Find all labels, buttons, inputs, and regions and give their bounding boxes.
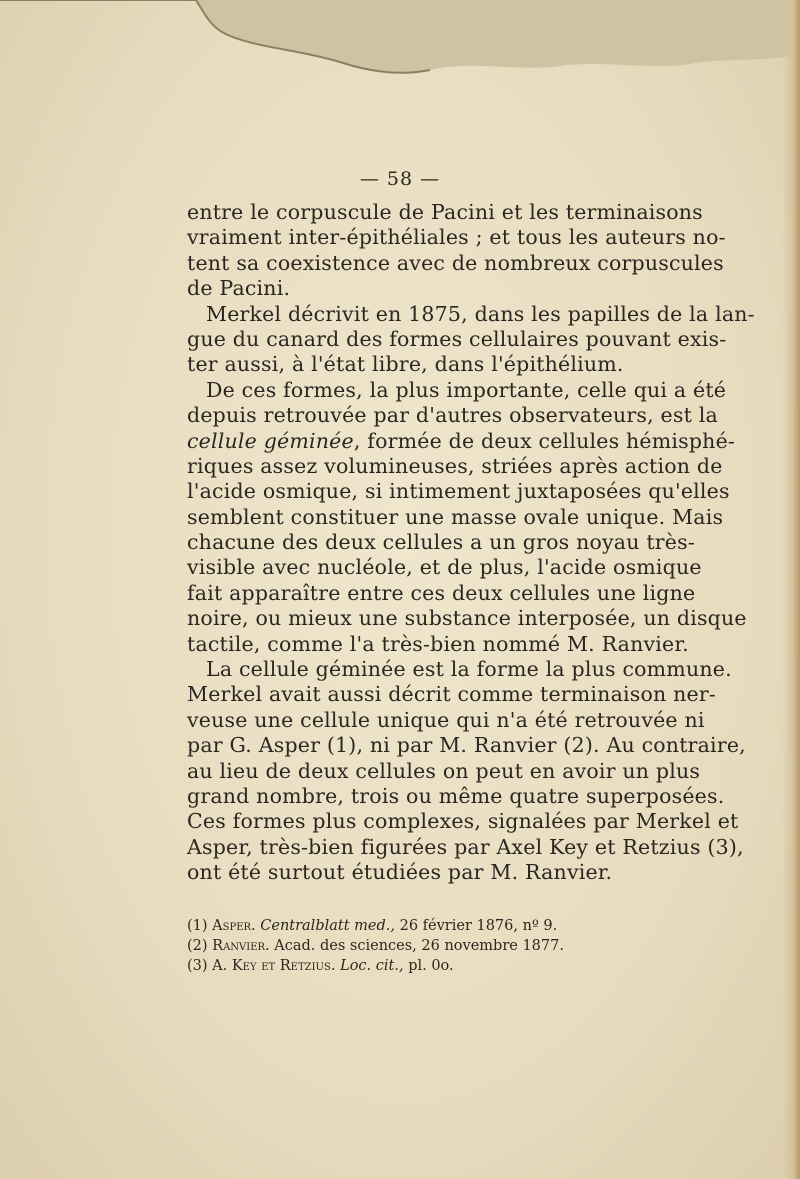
text-line: chacune des deux cellules a un gros noyau très- [187,530,695,555]
footnote-number: (3) [187,958,213,974]
text-line: visible avec nucléole, et de plus, l'acide osmique [187,555,702,580]
footnote-author: A. Key et Retzius. [212,958,341,974]
text-line: gue du canard des formes cellulaires pouvant exis- [187,326,727,351]
text-line: de Pacini. [187,276,291,301]
text-line: au lieu de deux cellules on peut en avoir un plus [187,758,701,783]
text-line: depuis retrouvée par d'autres observateurs, est la [187,403,718,428]
footnote-author: Ranvier. [212,938,275,954]
footnote-title: Centralblatt med., [260,918,400,934]
footnote [187,916,607,936]
text-line: fait apparaître entre ces deux cellules une ligne [187,580,696,605]
italic-term: cellule géminée [187,428,354,453]
footnote-detail: pl. 0o. [408,958,454,974]
text-line: Ces formes plus complexes, signalées par Merkel et [187,809,739,834]
text-line: La cellule géminée est la forme la plus commune. [206,657,732,682]
footnote [187,936,607,956]
text-line: ont été surtout étudiées par M. Ranvier. [187,860,613,885]
text-line: Merkel décrivit en 1875, dans les papilles de la lan- [206,301,755,326]
text-line: Asper, très-bien figurées par Axel Key et Retzius (3), [187,834,744,859]
text-line: entre le corpuscule de Pacini et les terminaisons [187,200,703,224]
text-line: semblent constituer une masse ovale unique. Mais [187,504,724,529]
text-line: De ces formes, la plus importante, celle qui a été [206,377,727,402]
footnotes [187,916,607,976]
footnote-author: Asper. [212,918,261,934]
footnote-title: Loc. cit., [340,958,409,974]
text-line: riques assez volumineuses, striées après action de [187,453,723,478]
footnote-detail: Acad. des sciences, 26 novembre 1877. [274,938,564,954]
text-line: l'acide osmique, si intimement juxtaposées qu'elles [187,479,730,504]
text-line: vraiment inter-épithéliales ; et tous les auteurs no- [187,225,726,250]
text-line: ter aussi, à l'état libre, dans l'épithélium. [187,352,624,377]
text-line: Merkel avait aussi décrit comme terminaison ner- [187,682,717,707]
text-line: noire, ou mieux une substance interposée, un disque [187,606,747,631]
footnote-number: (2) [187,938,213,954]
footnote [187,956,607,976]
footnote-number: (1) [187,918,213,934]
torn-top-edge [0,0,800,100]
page-number: — 58 — [359,168,441,190]
footnote-detail: 26 février 1876, nº 9. [399,918,558,934]
body-text [187,200,755,886]
text-line: tent sa coexistence avec de nombreux corpuscules [187,250,724,275]
text-line: cellule géminée, formée de deux cellules hémisphé- [187,428,736,453]
text-line: par G. Asper (1), ni par M. Ranvier (2). Au contraire, [187,733,746,758]
text-line: tactile, comme l'a très-bien nommé M. Ranvier. [187,631,689,656]
text-line: grand nombre, trois ou même quatre superposées. [187,783,725,808]
text-line: veuse une cellule unique qui n'a été retrouvée ni [187,707,705,732]
